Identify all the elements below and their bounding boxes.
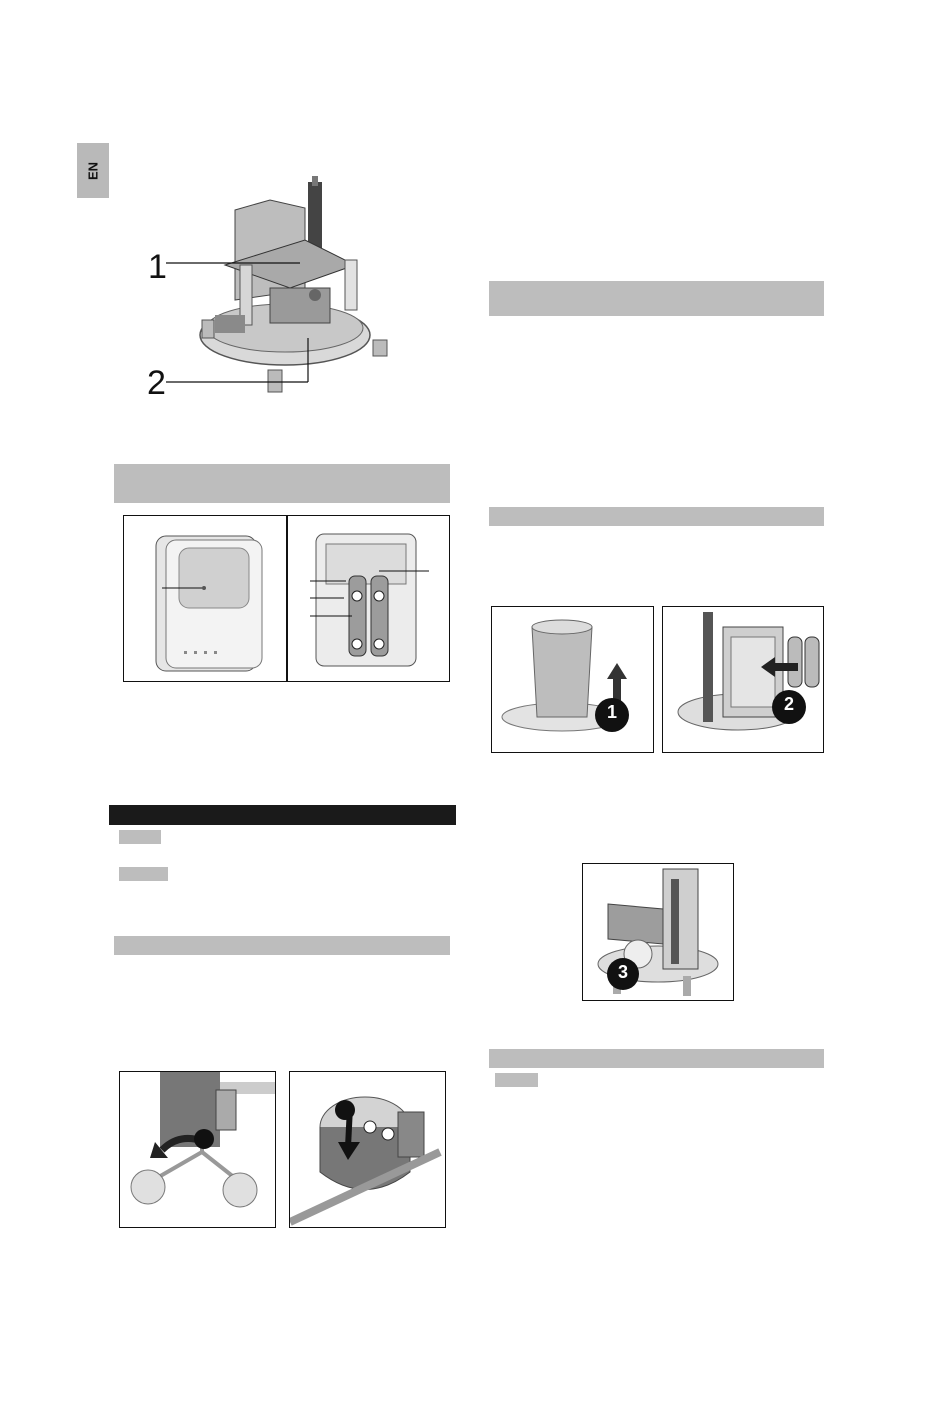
label-chip bbox=[495, 1073, 538, 1087]
rain-gauge-step-3-figure bbox=[582, 863, 734, 1001]
dark-section-bar bbox=[109, 805, 456, 825]
transmitter-figure bbox=[123, 515, 450, 682]
label-chip bbox=[119, 867, 168, 881]
step-badge-2: 2 bbox=[783, 694, 794, 714]
section-header-bar bbox=[489, 1049, 824, 1068]
step-badge-3: 3 bbox=[617, 962, 628, 982]
section-header-bar bbox=[489, 507, 824, 526]
section-header-bar bbox=[114, 464, 450, 503]
step-badge-1: 1 bbox=[606, 702, 617, 722]
language-tab bbox=[77, 143, 109, 198]
callout-2: 2 bbox=[147, 364, 166, 402]
section-header-bar bbox=[489, 281, 824, 316]
language-tab-label: EN bbox=[85, 161, 101, 180]
sensor-assembly-figure bbox=[140, 170, 400, 405]
callout-1: 1 bbox=[148, 248, 167, 286]
cap-polarity-figure bbox=[289, 1071, 446, 1228]
section-header-bar bbox=[114, 936, 450, 955]
anemometer-figure bbox=[119, 1071, 276, 1228]
rain-gauge-step-2-figure bbox=[662, 606, 824, 753]
label-chip bbox=[119, 830, 161, 844]
rain-gauge-step-1-figure bbox=[491, 606, 654, 753]
